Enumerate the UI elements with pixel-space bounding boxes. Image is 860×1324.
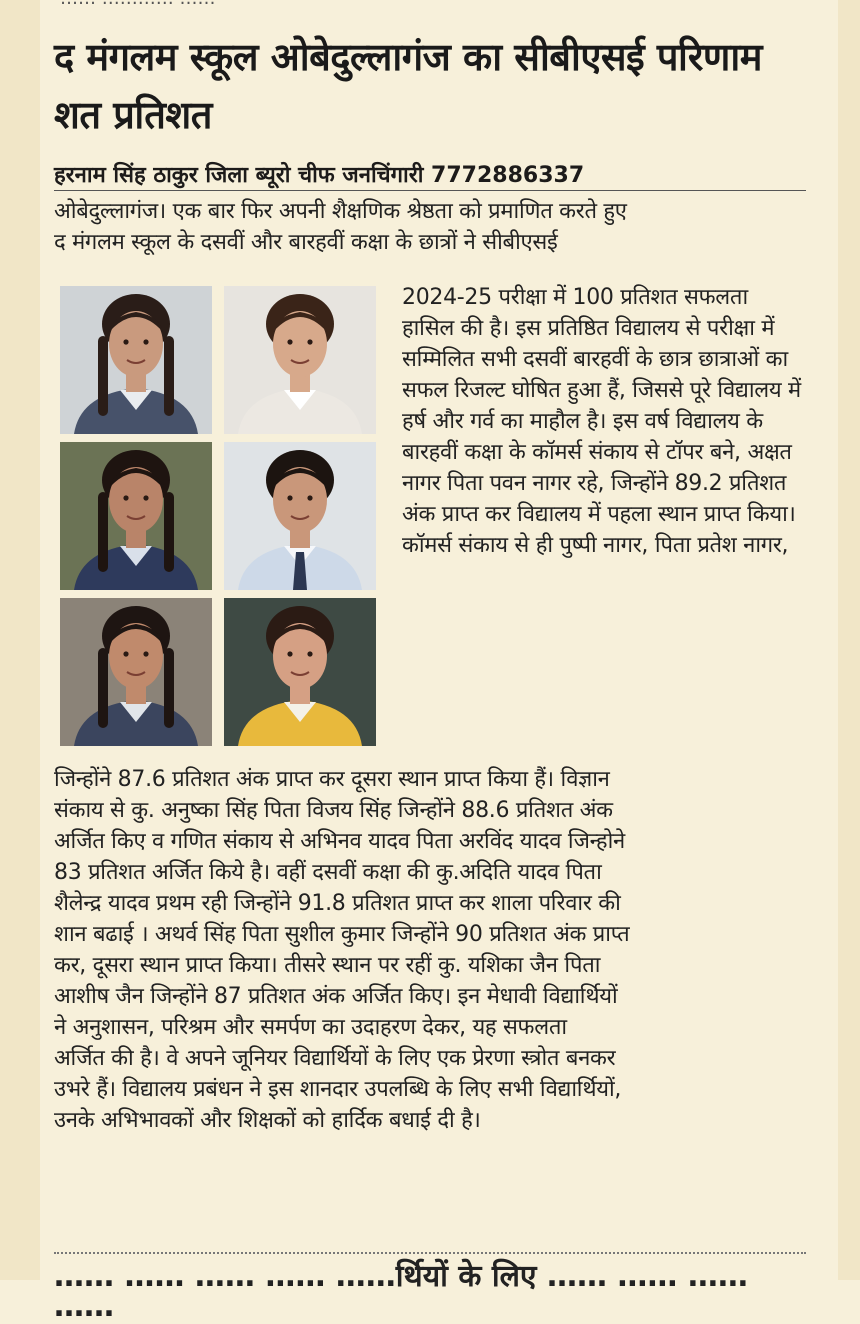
- cut-off-top-text: [60, 0, 480, 10]
- body-line: शान बढाई । अथर्व सिंह पिता सुशील कुमार जिन्होंने 90 प्रतिशत अंक प्राप्त: [54, 922, 630, 947]
- intro-line: द मंगलम स्कूल के दसवीं और बारहवीं कक्षा के छात्रों ने सीबीएसई: [54, 230, 558, 255]
- body-line: उभरे हैं। विद्यालय प्रबंधन ने इस शानदार उपलब्धि के लिए सभी विद्यार्थियों,: [54, 1077, 622, 1102]
- body-line: संकाय से कु. अनुष्का सिंह पिता विजय सिंह जिन्होंने 88.6 प्रतिशत अंक: [54, 798, 613, 823]
- body-line: जिन्होंने 87.6 प्रतिशत अंक प्राप्त कर दूसरा स्थान प्राप्त किया हैं। विज्ञान: [54, 767, 610, 792]
- student-photo: [224, 598, 376, 746]
- left-eye: [123, 651, 128, 656]
- portrait-illustration: [60, 598, 212, 746]
- cut-off-top-text-line: [60, 0, 480, 9]
- student-photo: [224, 442, 376, 590]
- right-eye: [307, 651, 312, 656]
- byline-rule: [54, 190, 806, 191]
- student-photo: [224, 286, 376, 434]
- cut-off-bottom-text-line: …… …… …… …… ……र्थियों के लिए …… …… …… ……: [54, 1259, 748, 1324]
- left-eye: [287, 339, 292, 344]
- right-eye: [143, 495, 148, 500]
- page-left-margin: [0, 0, 40, 1280]
- right-eye: [307, 339, 312, 344]
- bottom-dotted-rule: [54, 1252, 806, 1254]
- student-photo-grid: [60, 286, 384, 746]
- left-braid: [98, 648, 108, 728]
- right-braid: [164, 336, 174, 416]
- portrait-illustration: [60, 286, 212, 434]
- student-photo: [60, 442, 212, 590]
- body-line: आशीष जैन जिन्होंने 87 प्रतिशत अंक अर्जित किए। इन मेधावी विद्यार्थियों: [54, 984, 618, 1009]
- body-line: ने अनुशासन, परिश्रम और समर्पण का उदाहरण देकर, यह सफलता: [54, 1015, 567, 1040]
- body-line: शैलेन्द्र यादव प्रथम रही जिन्होंने 91.8 प्रतिशत प्राप्त कर शाला परिवार की: [54, 891, 621, 916]
- left-eye: [123, 339, 128, 344]
- left-eye: [123, 495, 128, 500]
- body-line: 83 प्रतिशत अर्जित किये है। वहीं दसवीं कक्षा की कु.अदिति यादव पिता: [54, 860, 602, 885]
- body-line: अर्जित की है। वे अपने जूनियर विद्यार्थियों के लिए एक प्रेरणा स्त्रोत बनकर: [54, 1046, 616, 1071]
- student-photo: [60, 286, 212, 434]
- cut-off-bottom-headline: [54, 1259, 806, 1324]
- portrait-illustration: [60, 442, 212, 590]
- right-braid: [164, 648, 174, 728]
- left-eye: [287, 495, 292, 500]
- article-body-continued: [54, 764, 814, 1136]
- left-braid: [98, 492, 108, 572]
- right-eye: [143, 651, 148, 656]
- left-braid: [98, 336, 108, 416]
- student-photo: [60, 598, 212, 746]
- intro-line: ओबेदुल्लागंज। एक बार फिर अपनी शैक्षणिक श्रेष्ठता को प्रमाणित करते हुए: [54, 199, 627, 224]
- article-intro: [54, 196, 814, 258]
- left-eye: [287, 651, 292, 656]
- portrait-illustration: [224, 286, 376, 434]
- article-byline: हरनाम सिंह ठाकुर जिला ब्यूरो चीफ जनचिंगारी 7772886337: [54, 163, 585, 188]
- body-line: अर्जित किए व गणित संकाय से अभिनव यादव पिता अरविंद यादव जिन्होने: [54, 829, 625, 854]
- portrait-illustration: [224, 598, 376, 746]
- portrait-illustration: [224, 442, 376, 590]
- right-braid: [164, 492, 174, 572]
- right-eye: [143, 339, 148, 344]
- body-line: उनके अभिभावकों और शिक्षकों को हार्दिक बधाई दी है।: [54, 1108, 481, 1133]
- right-eye: [307, 495, 312, 500]
- page-right-margin: [838, 0, 860, 1280]
- article-headline: द मंगलम स्कूल ओबेदुल्लागंज का सीबीएसई परिणाम शत प्रतिशत: [54, 35, 762, 137]
- article-side-column: 2024-25 परीक्षा में 100 प्रतिशत सफलता हासिल की है। इस प्रतिष्ठित विद्यालय से परीक्षा में सम्मिलित सभी दसवीं बारहवीं के छात्र छात्राओं का सफल रिजल्ट घोषित हुआ हैं, जिससे पूरे विद्यालय में हर्ष और गर्व का माहौल है। इस वर्ष विद्यालय के बारहवीं कक्षा के कॉमर्स संकाय से टॉपर बने, अक्षत नागर पिता पवन नागर रहे, जिन्होंने 89.2 प्रतिशत अंक प्राप्त कर विद्यालय में पहला स्थान प्राप्त किया। कॉमर्स संकाय से ही पुष्पी नागर, पिता प्रतेश नागर,: [402, 285, 801, 558]
- body-line: कर, दूसरा स्थान प्राप्त किया। तीसरे स्थान पर रहीं कु. यशिका जैन पिता: [54, 953, 601, 978]
